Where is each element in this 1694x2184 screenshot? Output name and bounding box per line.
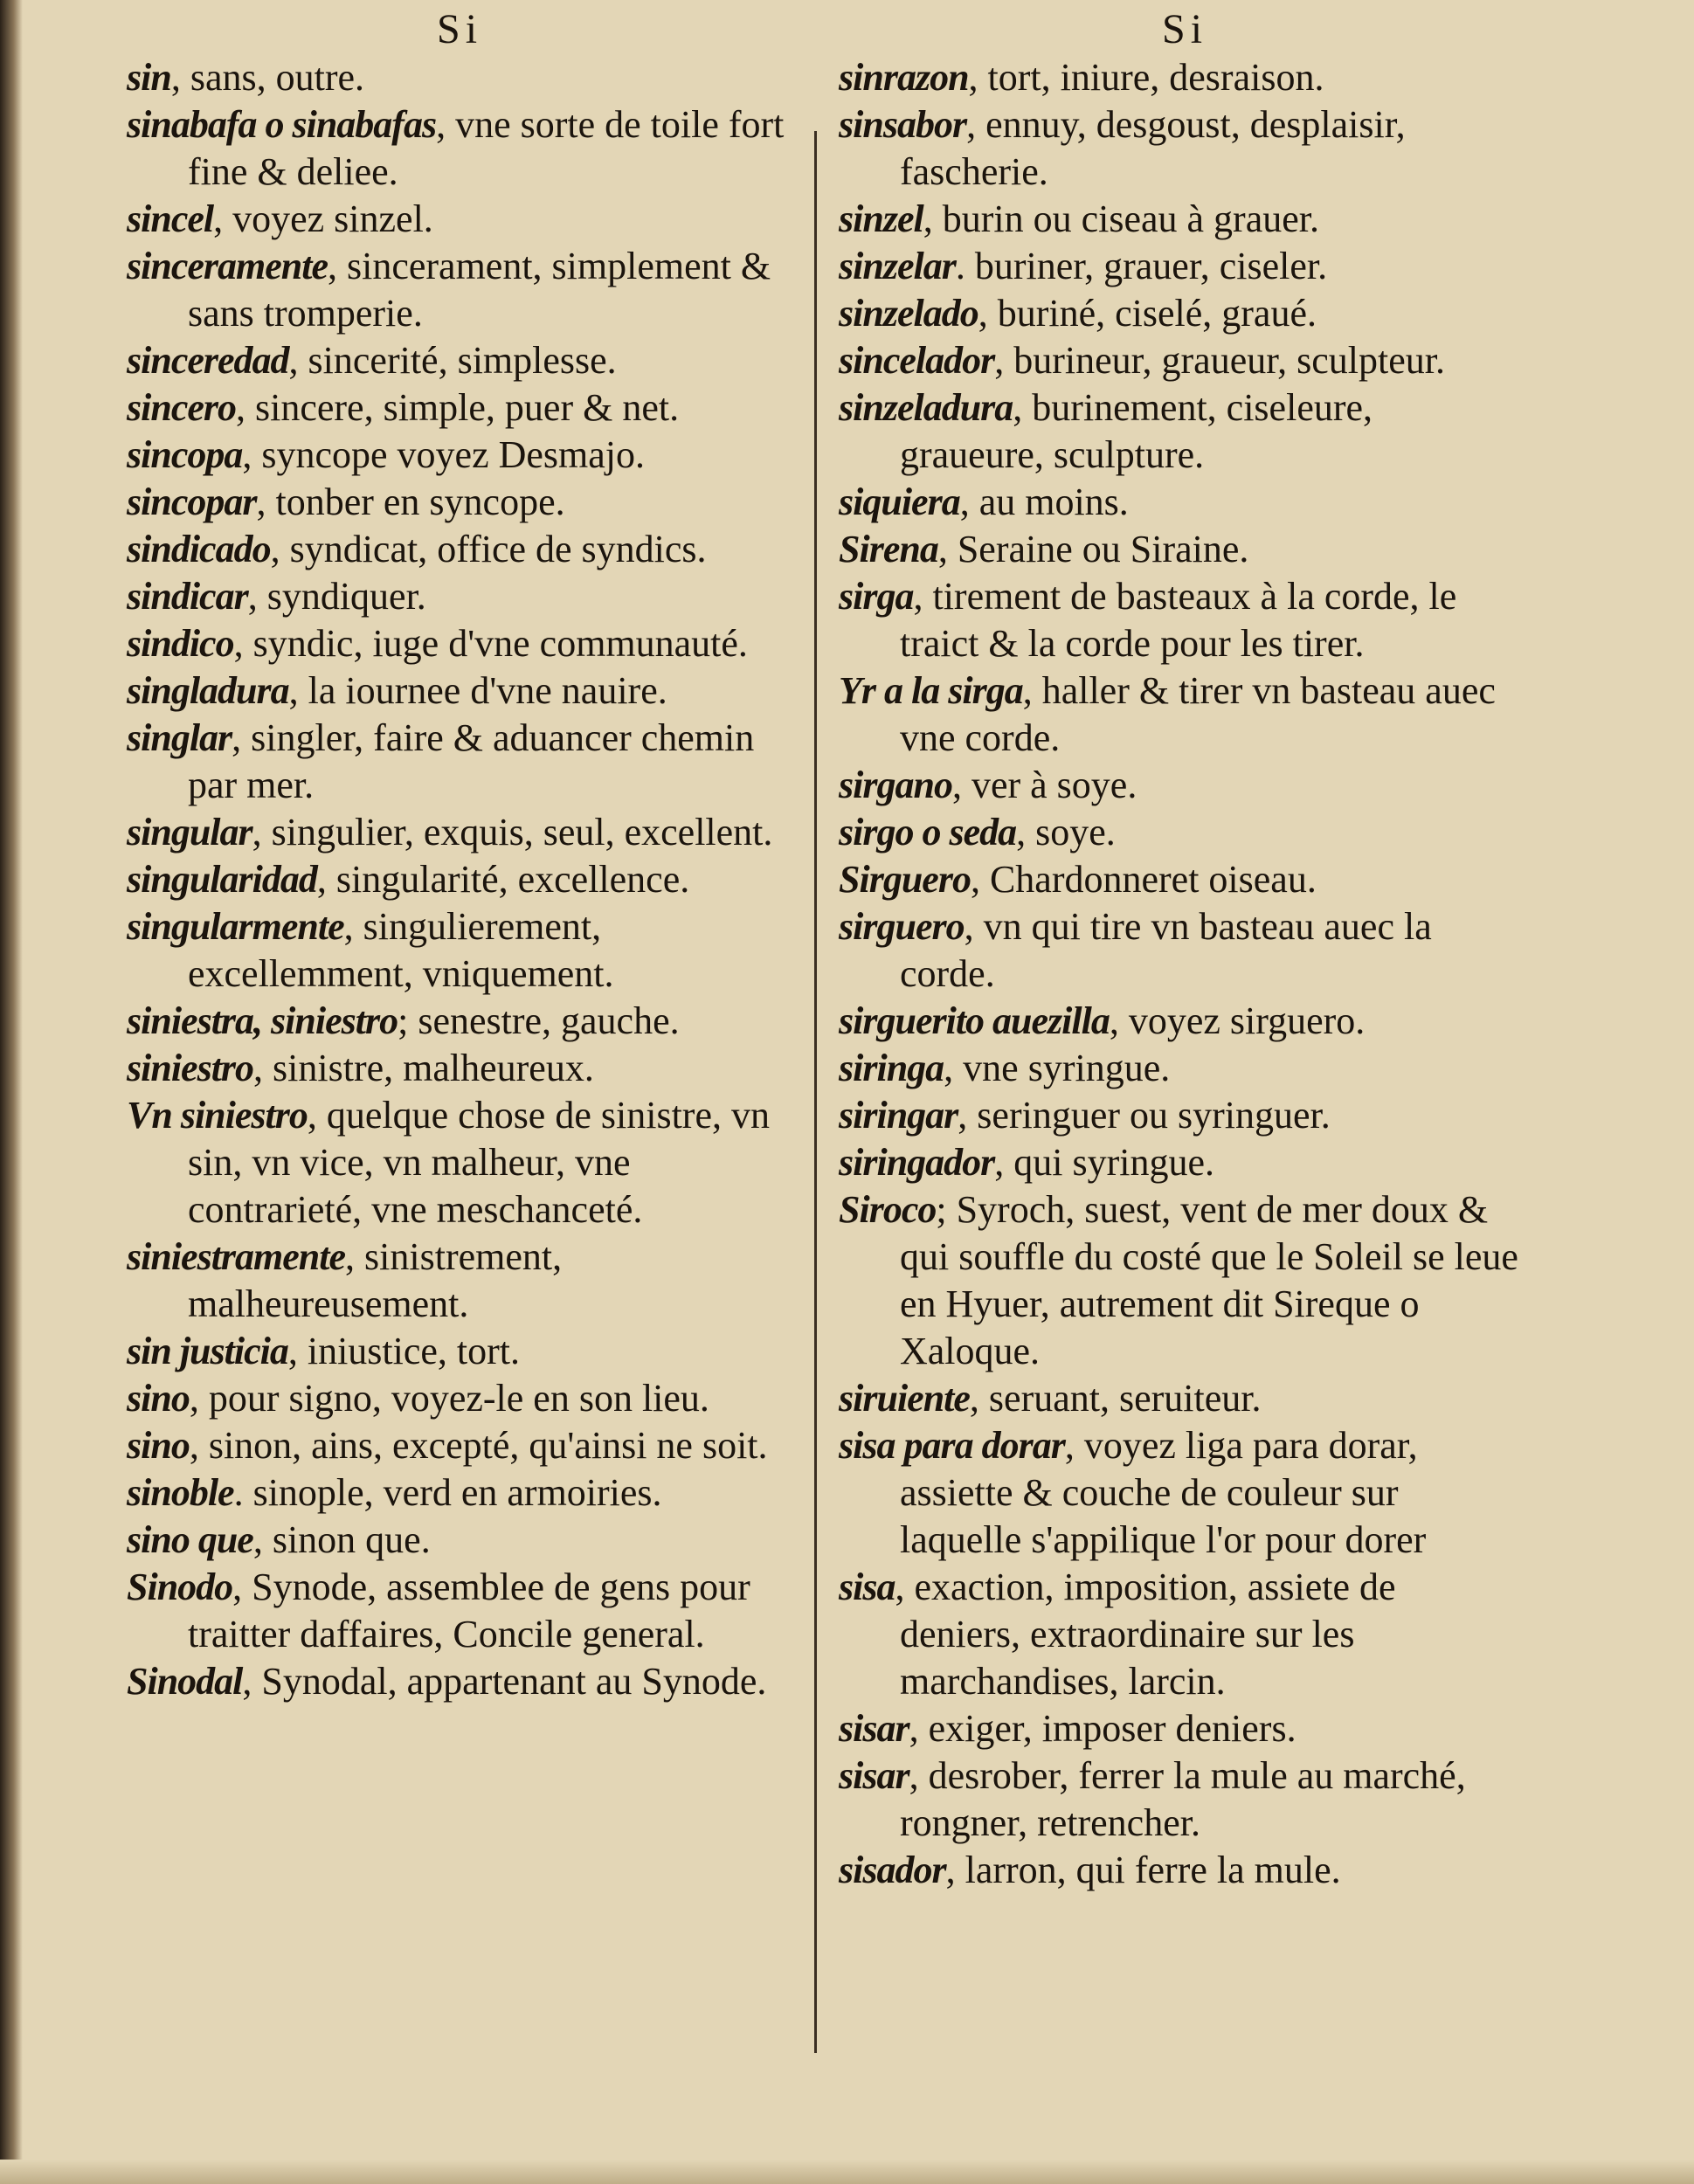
entry-headword: sisador (839, 1849, 946, 1891)
dictionary-entry (127, 1328, 808, 1375)
entry-headword: singularmente (127, 905, 344, 948)
entry-definition: , soye. (1016, 811, 1116, 854)
entry-headword: siquiera (839, 480, 960, 523)
dictionary-entry (839, 1752, 1520, 1847)
entry-definition: , iniustice, tort. (287, 1330, 521, 1372)
page-gutter-shadow (0, 0, 23, 2184)
dictionary-entry (839, 1092, 1520, 1139)
entry-headword: sindicar (127, 575, 248, 618)
entry-headword: sinrazon (839, 56, 969, 99)
entry-headword: sinsabor (839, 103, 967, 146)
dictionary-entry (127, 1658, 808, 1705)
entry-headword: sisa para dorar (839, 1424, 1065, 1467)
entry-headword: sinzelado (839, 292, 978, 335)
dictionary-entry (839, 1847, 1520, 1894)
dictionary-entry (839, 856, 1520, 903)
entry-definition: , vne sorte de toile fort fine & deliee. (188, 103, 785, 193)
entry-headword: sisar (839, 1754, 909, 1797)
entry-headword: sinzelar (839, 245, 956, 287)
dictionary-entry (839, 573, 1520, 667)
dictionary-entry (839, 1422, 1520, 1564)
dictionary-entry (839, 809, 1520, 856)
dictionary-entry (839, 54, 1520, 101)
entry-headword: sisar (839, 1707, 909, 1750)
dictionary-entry (839, 903, 1520, 998)
entry-definition: , burineur, graueur, sculpteur. (994, 339, 1445, 382)
entry-headword: sirga (839, 575, 914, 618)
entry-headword: Sirena (839, 528, 938, 570)
entry-definition: , tonber en syncope. (256, 480, 565, 523)
page-bottom-edge (0, 2160, 1694, 2184)
entry-definition: , sincerité, simplesse. (288, 339, 617, 382)
entry-definition: , sincere, simple, puer & net. (236, 386, 680, 429)
entry-definition: , desrober, ferrer la mule au marché, rongner, retrencher. (900, 1754, 1466, 1844)
entry-headword: sin (127, 56, 171, 99)
dictionary-entry (839, 1186, 1520, 1375)
entry-headword: siruiente (839, 1377, 970, 1420)
entry-definition: , burin ou ciseau à grauer. (923, 197, 1319, 240)
entry-definition: , sinistrement, malheureusement. (188, 1235, 563, 1325)
entry-headword: siniestra, siniestro (127, 999, 398, 1042)
dictionary-entry (127, 479, 808, 526)
entry-definition: , exiger, imposer deniers. (909, 1707, 1296, 1750)
entry-definition: , sans, outre. (170, 56, 365, 99)
entry-definition: . buriner, grauer, ciseler. (955, 245, 1328, 287)
entry-headword: sincero (127, 386, 236, 429)
entry-definition: , syncope voyez Desmajo. (242, 433, 646, 476)
entry-headword: sirguero (839, 905, 965, 948)
entry-headword: sinoble (127, 1471, 234, 1514)
entry-definition: , ver à soye. (951, 764, 1137, 806)
dictionary-entry (839, 1139, 1520, 1186)
dictionary-entry (127, 1045, 808, 1092)
entry-definition: , haller & tirer vn basteau auec vne corde. (900, 669, 1496, 759)
entry-definition: , syndic, iuge d'vne communauté. (233, 622, 748, 665)
entry-headword: sinzeladura (839, 386, 1013, 429)
dictionary-entry (839, 1045, 1520, 1092)
entry-definition: , vn qui tire vn basteau auec la corde. (900, 905, 1432, 995)
entry-definition: , vne syringue. (944, 1047, 1171, 1089)
running-head-right: Si (1162, 6, 1208, 52)
entry-definition: , quelque chose de sinistre, vn sin, vn vice, vn malheur, vne contrarieté, vne meschanceté. (188, 1094, 770, 1231)
entry-headword: sincopa (127, 433, 243, 476)
entry-headword: sinceredad (127, 339, 289, 382)
entry-definition: , Synodal, appartenant au Synode. (242, 1660, 767, 1703)
entry-headword: sirguerito auezilla (839, 999, 1110, 1042)
entry-headword: sin justicia (127, 1330, 288, 1372)
entry-definition: , voyez sinzel. (213, 197, 433, 240)
entry-definition: , buriné, ciselé, graué. (978, 292, 1317, 335)
entry-definition: , Chardonneret oiseau. (970, 858, 1317, 901)
dictionary-entry (127, 1517, 808, 1564)
entry-headword: sisa (839, 1565, 895, 1608)
dictionary-entry (839, 196, 1520, 243)
entry-headword: Yr a la sirga (839, 669, 1023, 712)
entry-headword: sinzel (839, 197, 923, 240)
entry-definition: , sinistre, malheureux. (253, 1047, 594, 1089)
dictionary-entry (127, 856, 808, 903)
dictionary-entry (839, 998, 1520, 1045)
entry-headword: sincopar (127, 480, 257, 523)
entry-headword: siringar (839, 1094, 958, 1137)
entry-definition: , larron, qui ferre la mule. (945, 1849, 1341, 1891)
entry-headword: siniestro (127, 1047, 254, 1089)
entry-headword: singular (127, 811, 252, 854)
dictionary-entry (127, 903, 808, 998)
dictionary-entry (127, 526, 808, 573)
entry-headword: sinceramente (127, 245, 328, 287)
running-head-left: Si (437, 6, 483, 52)
entry-definition: , singler, faire & aduancer chemin par mer. (188, 716, 755, 806)
dictionary-entry (127, 667, 808, 715)
entry-definition: , voyez liga para dorar, assiette & couche de couleur sur laquelle s'appilique l'or pour dorer (900, 1424, 1427, 1561)
dictionary-entry (839, 762, 1520, 809)
entry-definition: ; senestre, gauche. (398, 999, 680, 1042)
dictionary-entry (839, 479, 1520, 526)
dictionary-entry (127, 573, 808, 620)
dictionary-entry (839, 1705, 1520, 1752)
entry-headword: singularidad (127, 858, 317, 901)
entry-definition: . sinople, verd en armoiries. (233, 1471, 662, 1514)
dictionary-entry (839, 290, 1520, 337)
dictionary-entry (127, 384, 808, 432)
entry-headword: sino (127, 1377, 190, 1420)
left-column (127, 54, 808, 1705)
dictionary-entry (127, 196, 808, 243)
entry-headword: siniestramente (127, 1235, 346, 1278)
entry-headword: siringa (839, 1047, 944, 1089)
entry-definition: , ennuy, desgoust, desplaisir, fascherie. (900, 103, 1406, 193)
dictionary-entry (127, 620, 808, 667)
entry-headword: siringador (839, 1141, 995, 1184)
entry-headword: sino que (127, 1518, 253, 1561)
entry-definition: , sinon que. (252, 1518, 431, 1561)
entry-definition: , burinement, ciseleure, graueure, sculpture. (900, 386, 1373, 476)
dictionary-entry (839, 667, 1520, 762)
dictionary-entry (127, 1375, 808, 1422)
entry-definition: , exaction, imposition, assiete de deniers, extraordinaire sur les marchandises, larcin. (895, 1565, 1396, 1703)
dictionary-entry (839, 1375, 1520, 1422)
dictionary-entry (839, 243, 1520, 290)
entry-definition: , sincerament, simplement & sans tromperie. (188, 245, 771, 335)
entry-definition: , syndicat, office de syndics. (270, 528, 707, 570)
entry-headword: sindicado (127, 528, 271, 570)
entry-definition: , la iournee d'vne nauire. (288, 669, 667, 712)
dictionary-entry (127, 1422, 808, 1469)
entry-headword: Sinodal (127, 1660, 243, 1703)
entry-definition: , singulierement, excellemment, vniquement. (188, 905, 614, 995)
entry-headword: sincel (127, 197, 214, 240)
dictionary-entry (839, 101, 1520, 196)
entry-definition: ; Syroch, suest, vent de mer doux & qui souffle du costé que le Soleil se leue en Hyuer, autrement dit Sireque o Xaloque. (900, 1188, 1518, 1372)
entry-definition: , singulier, exquis, seul, excellent. (252, 811, 773, 854)
right-column (839, 54, 1520, 1894)
entry-headword: Sinodo (127, 1565, 233, 1608)
entry-definition: , Synode, assemblee de gens pour traitter daffaires, Concile general. (188, 1565, 750, 1655)
entry-definition: , tort, iniure, desraison. (968, 56, 1324, 99)
entry-definition: , voyez sirguero. (1109, 999, 1366, 1042)
dictionary-entry (127, 715, 808, 809)
dictionary-entry (127, 1564, 808, 1658)
dictionary-entry (127, 1234, 808, 1328)
dictionary-entry (127, 337, 808, 384)
entry-definition: , seruant, seruiteur. (969, 1377, 1262, 1420)
column-divider (814, 131, 817, 2053)
entry-headword: sinabafa o sinabafas (127, 103, 437, 146)
dictionary-entry (127, 243, 808, 337)
entry-headword: singladura (127, 669, 289, 712)
entry-definition: , au moins. (959, 480, 1129, 523)
entry-definition: , Seraine ou Siraine. (937, 528, 1249, 570)
dictionary-entry (127, 432, 808, 479)
dictionary-entry (839, 1564, 1520, 1705)
dictionary-entry (127, 1092, 808, 1234)
entry-headword: sindico (127, 622, 234, 665)
entry-definition: , sinon, ains, excepté, qu'ainsi ne soit. (189, 1424, 768, 1467)
dictionary-entry (127, 809, 808, 856)
dictionary-entry (127, 1469, 808, 1517)
entry-definition: , tirement de basteaux à la corde, le traict & la corde pour les tirer. (900, 575, 1457, 665)
dictionary-entry (839, 526, 1520, 573)
entry-definition: , pour signo, voyez-le en son lieu. (189, 1377, 709, 1420)
entry-headword: Siroco (839, 1188, 937, 1231)
entry-headword: Vn siniestro (127, 1094, 308, 1137)
entry-headword: sincelador (839, 339, 995, 382)
dictionary-entry (839, 337, 1520, 384)
dictionary-entry (127, 54, 808, 101)
entry-headword: Sirguero (839, 858, 971, 901)
entry-headword: singlar (127, 716, 232, 759)
entry-definition: , qui syringue. (994, 1141, 1215, 1184)
dictionary-entry (127, 101, 808, 196)
entry-definition: , seringuer ou syringuer. (958, 1094, 1331, 1137)
entry-headword: sirgo o seda (839, 811, 1017, 854)
dictionary-entry (127, 998, 808, 1045)
entry-headword: sirgano (839, 764, 952, 806)
dictionary-entry (839, 384, 1520, 479)
entry-definition: , singularité, excellence. (316, 858, 690, 901)
entry-definition: , syndiquer. (247, 575, 426, 618)
entry-headword: sino (127, 1424, 190, 1467)
